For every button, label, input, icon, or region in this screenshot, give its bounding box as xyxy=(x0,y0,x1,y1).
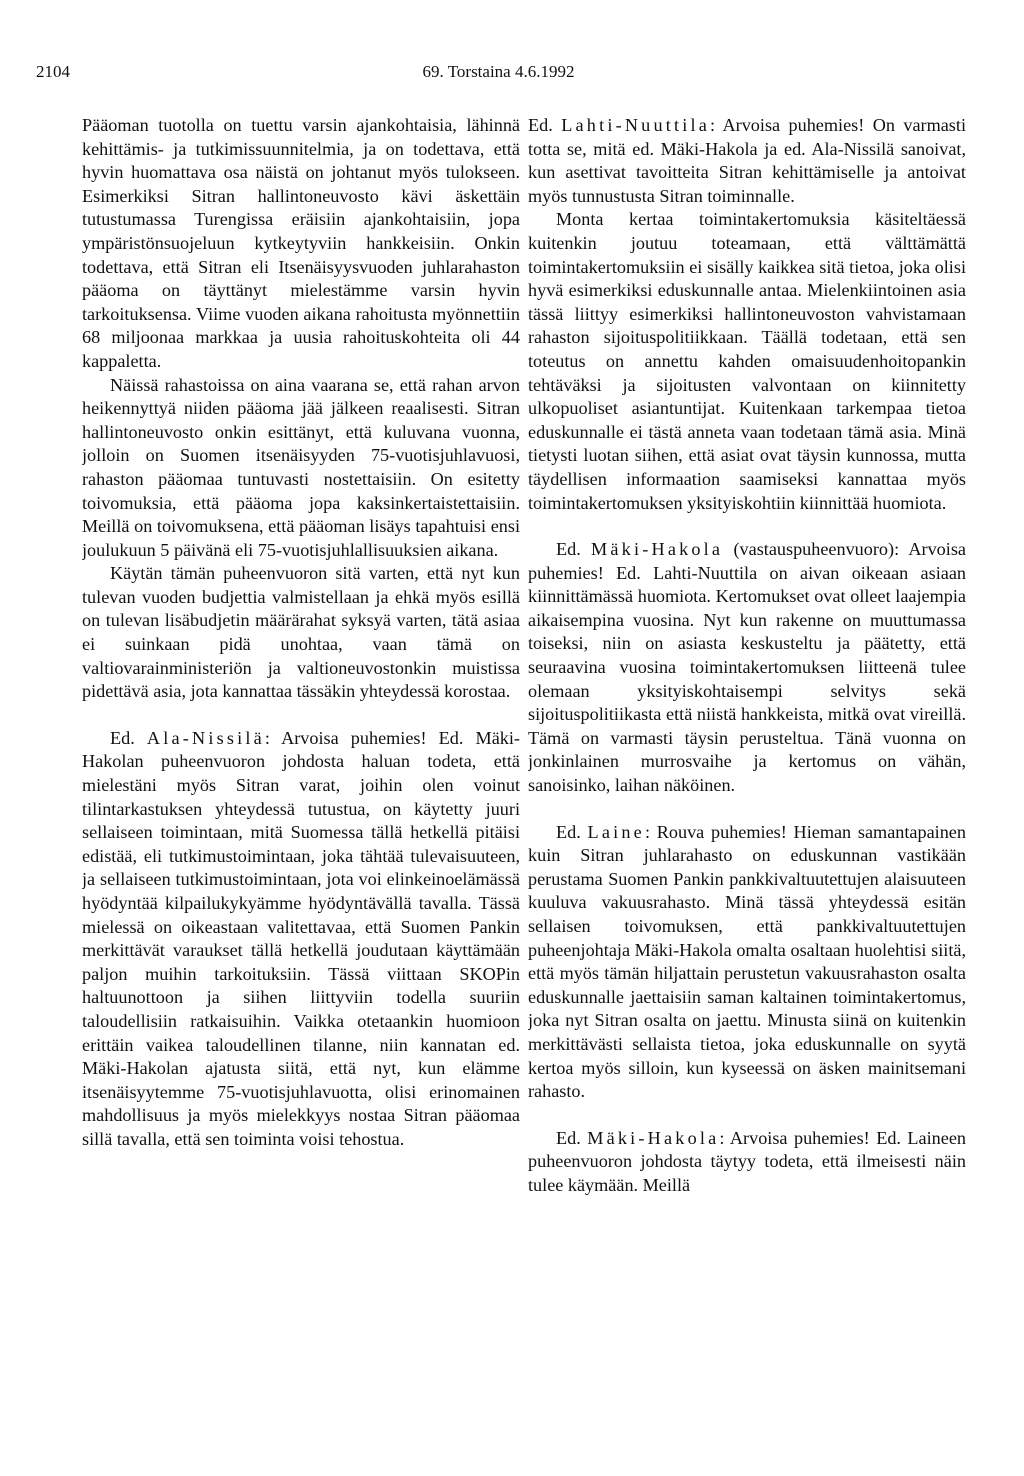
speech-text: : Rouva puhemies! Hieman samantapainen kuin Sitran juhlarahasto on eduskunnan vastikään perustama Suomen Pankin pankkivaltuutettujen alaisuuteen kuuluva vakuusrahasto. Minä tässä yhteydessä esitän sellaisen toivomuksen, että pankkivaltuutettujen puheenjohtaja Mäki-Hakola omalta osaltaan huolehtisi siitä, että myös tämän hiljattain perustetun vakuusrahaston osalta eduskunnalle jaettaisiin saman kaltainen toimintakertomus, joka nyt Sitran osalta on jaettu. Minusta siinä on kuitenkin merkittävästi sellaista tietoa, joka eduskunnalle on syytä kertoa myös silloin, kun kyseessä on äsken mainitsemani rahasto. xyxy=(528,821,966,1102)
right-column xyxy=(528,114,966,1454)
speech-text: : Arvoisa puhemies! Ed. Laineen puheenvuoron johdosta täytyy todeta, että ilmeisesti näin tulee käymään. Meillä xyxy=(528,1127,966,1195)
paragraph: Monta kertaa toimintakertomuksia käsiteltäessä kuitenkin joutuu toteamaan, että välttämättä toimintakertomuksiin ei sisälly kaikkea sitä tietoa, joka olisi hyvä esimerkiksi eduskunnalle antaa. Mielenkiintoinen asia tässä liittyy esimerkiksi hallintoneuvoston vahvistamaan rahaston sijoituspolitiikkaan. Täällä todetaan, että sen toteutus on annettu kahden omaisuudenhoitopankin tehtäväksi ja sijoitusten valvontaan on kiinnitetty ulkopuoliset asiantuntijat. Kuitenkaan tarkempaa tietoa eduskunnalle ei tästä anneta vaan todetaan tämä asia. Minä tietysti luotan siihen, että asiat ovat täysin kunnossa, mutta täydellisen informaation saamiseksi kannattaa myös toimintakertomuksen yksityiskohtiin kiinnittää huomiota. xyxy=(528,209,966,513)
page-header xyxy=(36,62,961,86)
paragraph: Käytän tämän puheenvuoron sitä varten, että nyt kun tulevan vuoden budjettia valmistellaan ja ehkä myös esillä on tulevan lisäbudjetin määrärahat syksyä varten, tätä asiaa ei suinkaan pidä unohtaa, vaan tämä on valtiovarainministeriön ja valtioneuvostonkin muistissa pidettävä asia, jota kannattaa tässäkin yhteydessä korostaa. xyxy=(82,563,520,702)
speaker-prefix: Ed. xyxy=(528,115,562,135)
speech-text: (vastauspuheenvuoro): Arvoisa puhemies! Ed. Lahti-Nuuttila on aivan oikeaan asiaan kiinnittämässä huomiota. Kertomukset ovat olleet laajempia aikaisempina vuosina. Nyt kun rakenne on muuttumassa toiseksi, niin on asiasta keskusteltu ja päätetty, että seuraavina vuosina toimintakertomuksen liitteenä tulee olemaan yksityiskohtaisempi selvitys sekä sijoituspolitiikasta että niistä hankkeista, mitkä ovat vireillä. Tämä on varmasti täysin perusteltua. Tänä vuonna on jonkinlainen murrosvaihe ja kertomus on vähän, sanoisinko, laihan näköinen. xyxy=(528,539,966,796)
speech-laine xyxy=(528,821,966,1104)
speech-maki-hakola-reply xyxy=(528,538,966,798)
speech-ala-nissila xyxy=(82,727,520,1152)
session-title: 69. Torstaina 4.6.1992 xyxy=(422,62,575,81)
speaker-prefix: Ed. xyxy=(556,539,592,560)
speaker-prefix: Ed. xyxy=(556,821,588,842)
speaker-name: Laine xyxy=(587,821,645,842)
speaker-name: Mäki-Hakola xyxy=(591,539,724,560)
speaker-name: Lahti-Nuuttila xyxy=(561,115,711,135)
speaker-prefix: Ed. xyxy=(556,1127,588,1148)
speaker-prefix: Ed. xyxy=(110,727,147,748)
speaker-name: Mäki-Hakola xyxy=(587,1127,720,1148)
paragraph: Pääoman tuotolla on tuettu varsin ajankohtaisia, lähinnä kehittämis- ja tutkimissuunnitelmia, ja on todettava, että hyvin huomattava osa näistä on johtanut myös tulokseen. Esimerkiksi Sitran hallintoneuvosto kävi äskettäin tutustumassa Turengissa eräisiin ajankohtaisiin, jopa ympäristönsuojeluun kytkeytyviin hankkeisiin. Onkin todettava, että Sitran eli Itsenäisyysvuoden juhlarahaston pääoma on täyttänyt mielestämme varsin hyvin tarkoituksensa. Viime vuoden aikana rahoitusta myönnettiin 68 miljoonaa markkaa ja uusia rahoituskohteita oli 44 kappaletta. xyxy=(82,115,520,371)
speaker-name: Ala-Nissilä xyxy=(146,727,265,748)
left-column xyxy=(82,114,520,1454)
speech-text: : Arvoisa puhemies! On varmasti totta se, mitä ed. Mäki-Hakola ja ed. Ala-Nissilä sanoivat, kun asettivat tavoitteita Sitran kehittämiselle ja antoivat myös tunnustusta Sitran toiminnalle. xyxy=(528,115,966,206)
paragraph: Näissä rahastoissa on aina vaarana se, että rahan arvon heikennyttyä niiden pääoma jää jälkeen reaalisesti. Sitran hallintoneuvosto onkin esittänyt, että kuluvana vuonna, jolloin on Suomen itsenäisyyden 75-vuotisjuhlavuosi, rahaston pääomaa tuntuvasti nostettaisiin. On esitetty toivomuksia, että pääoma jopa kaksinkertaistettaisiin. Meillä on toivomuksena, että pääoman lisäys tapahtuisi ensi joulukuun 5 päivänä eli 75-vuotisjuhlallisuuksien aikana. xyxy=(82,374,520,560)
speech-lahti-nuuttila xyxy=(528,114,966,208)
speech-maki-hakola xyxy=(528,1127,966,1198)
speech-text: : Arvoisa puhemies! Ed. Mäki-Hakolan puheenvuoron johdosta haluan todeta, että mielestäni myös Sitran varat, joihin olen voinut tilintarkastuksen yhteydessä tutustua, on käytetty juuri sellaiseen toimintaan, mitä Suomessa tällä hetkellä pitäisi edistää, eli tutkimustoimintaan, joka tähtää tulevaisuuteen, ja sellaiseen tutkimustoimintaan, jota voi elinkeinoelämässä hyödyntää kilpailukykyämme hyödyntävällä tavalla. Tässä mielessä on oikeastaan valitettavaa, että Suomen Pankin merkittävät varaukset tällä hetkellä joudutaan käyttämään paljon muihin tarkoituksiin. Tässä viittaan SKOPin haltuunottoon ja siihen liittyviin todella suuriin taloudellisiin ratkaisuihin. Vaikka otetaankin huomioon erittäin vaikea taloudellinen tilanne, niin kannatan ed. Mäki-Hakolan ajatusta siitä, että nyt, kun elämme itsenäisyytemme 75-vuotisjuhlavuotta, olisi erinomainen mahdollisuus ja myös mielekkyys nostaa Sitran pääomaa sillä tavalla, että sen toiminta voisi tehostua. xyxy=(82,727,520,1149)
page-number: 2104 xyxy=(36,62,70,81)
